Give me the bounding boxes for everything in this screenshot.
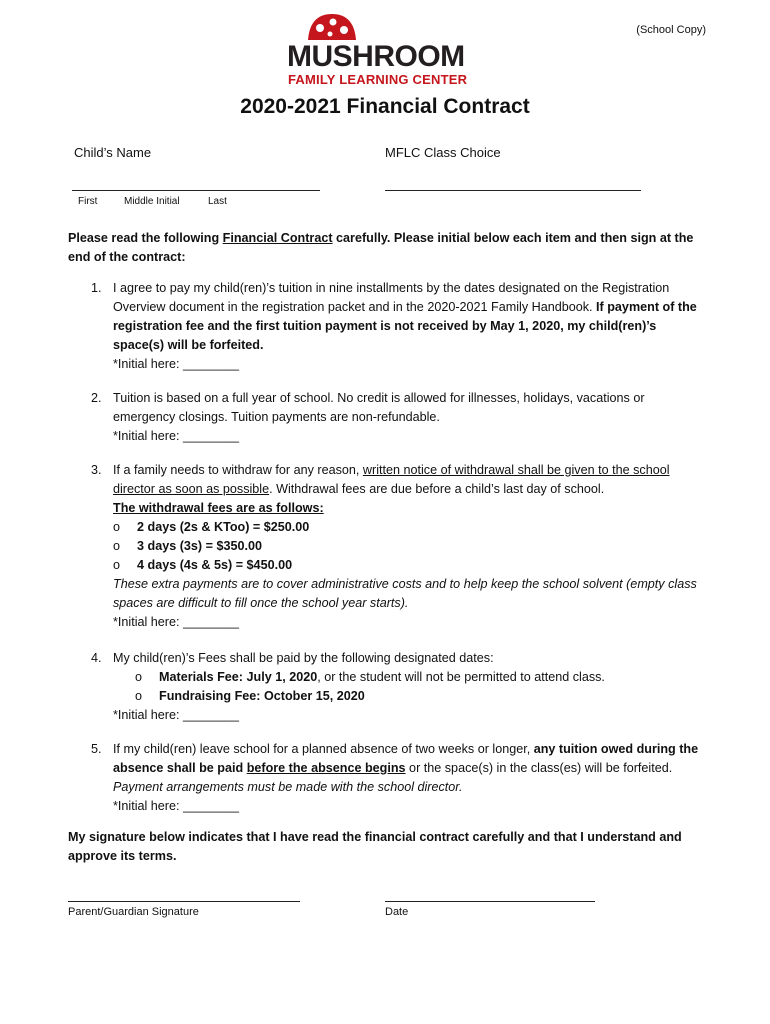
first-name-caption: First	[78, 196, 98, 207]
child-name-field[interactable]	[72, 190, 320, 191]
list-item: o Materials Fee: July 1, 2020, or the student will not be permitted to attend class.	[135, 670, 605, 684]
withdrawal-note: These extra payments are to cover administrative costs and to help keep the school solvent (empty class spaces are difficult to fill once the school year starts).	[113, 577, 697, 610]
class-choice-field[interactable]	[385, 190, 641, 191]
item-1-text: I agree to pay my child(ren)’s tuition in nine installments by the dates designated on the Registration Overview document in the registration packet and in the 2020-2021 Family Handbook. If payment of the registration fee and the first tuition payment is not received by May 1, 2020, my child(ren)’s space(s) will be forfeited. *Initial here: ________	[113, 281, 697, 371]
parent-signature-label: Parent/Guardian Signature	[68, 906, 199, 918]
item-3-text: If a family needs to withdraw for any reason, written notice of withdrawal shall be given to the school director as soon as possible. Withdrawal fees are due before a child’s last day of school. The withdrawal fees are as follows: o 2 days (2s & KToo) = $250.00 o 3 days (3s) = $350.00 o 4 days (4s & 5s) = $450.00 These extra payments are to cover administrative costs and to help keep the school solvent (empty class spaces are difficult to fill once the school year starts). *Initial here: ________	[113, 463, 697, 629]
item-4-text: My child(ren)’s Fees shall be paid by the following designated dates: o Materials Fee: July 1, 2020, or the student will not be permitted to attend class. o Fundraising Fee: October 15, 2020 *Initial here: ________	[113, 651, 605, 722]
item-5-text: If my child(ren) leave school for a planned absence of two weeks or longer, any tuition owed during the absence shall be paid before the absence begins or the space(s) in the class(es) will be forfeited. Payment arrangements must be made with the school director. *Initial here: ________	[113, 742, 699, 813]
list-item: o 4 days (4s & 5s) = $450.00	[113, 558, 293, 572]
item-4-number: 4.	[91, 651, 102, 665]
item-5-number: 5.	[91, 742, 102, 756]
copy-label: (School Copy)	[636, 24, 706, 36]
initial-field[interactable]: *Initial here: ________	[113, 615, 240, 629]
item-3-number: 3.	[91, 463, 102, 477]
item-1-number: 1.	[91, 281, 102, 295]
financial-contract-link: Financial Contract	[222, 231, 333, 245]
list-item: o 3 days (3s) = $350.00	[113, 539, 262, 553]
logo-subtitle: FAMILY LEARNING CENTER	[288, 72, 468, 87]
list-item: o Fundraising Fee: October 15, 2020	[135, 689, 365, 703]
child-name-label: Child’s Name	[74, 145, 152, 160]
parent-signature-field[interactable]	[68, 901, 300, 902]
intro-paragraph: Please read the following Financial Contract carefully. Please initial below each item and then sign at the end of the contract:	[68, 231, 694, 264]
list-item: o 2 days (2s & KToo) = $250.00	[113, 520, 310, 534]
middle-initial-caption: Middle Initial	[124, 196, 180, 207]
initial-field[interactable]: *Initial here: ________	[113, 708, 240, 722]
class-choice-label: MFLC Class Choice	[385, 145, 501, 160]
initial-field[interactable]: *Initial here: ________	[113, 357, 240, 371]
withdrawal-fees-heading: The withdrawal fees are as follows:	[113, 501, 324, 515]
date-field[interactable]	[385, 901, 595, 902]
date-label: Date	[385, 906, 409, 918]
closing-statement: My signature below indicates that I have read the financial contract carefully and that I understand and approve its terms.	[68, 830, 682, 863]
page-title: 2020-2021 Financial Contract	[240, 95, 530, 118]
item-2-number: 2.	[91, 391, 102, 405]
logo-wordmark: MUSHROOM	[287, 40, 465, 73]
initial-field[interactable]: *Initial here: ________	[113, 799, 240, 813]
initial-field[interactable]: *Initial here: ________	[113, 429, 240, 443]
item-2-text: Tuition is based on a full year of school. No credit is allowed for illnesses, holidays, vacations or emergency closings. Tuition payments are non-refundable. *Initial here: ________	[113, 391, 645, 443]
last-name-caption: Last	[208, 196, 227, 207]
